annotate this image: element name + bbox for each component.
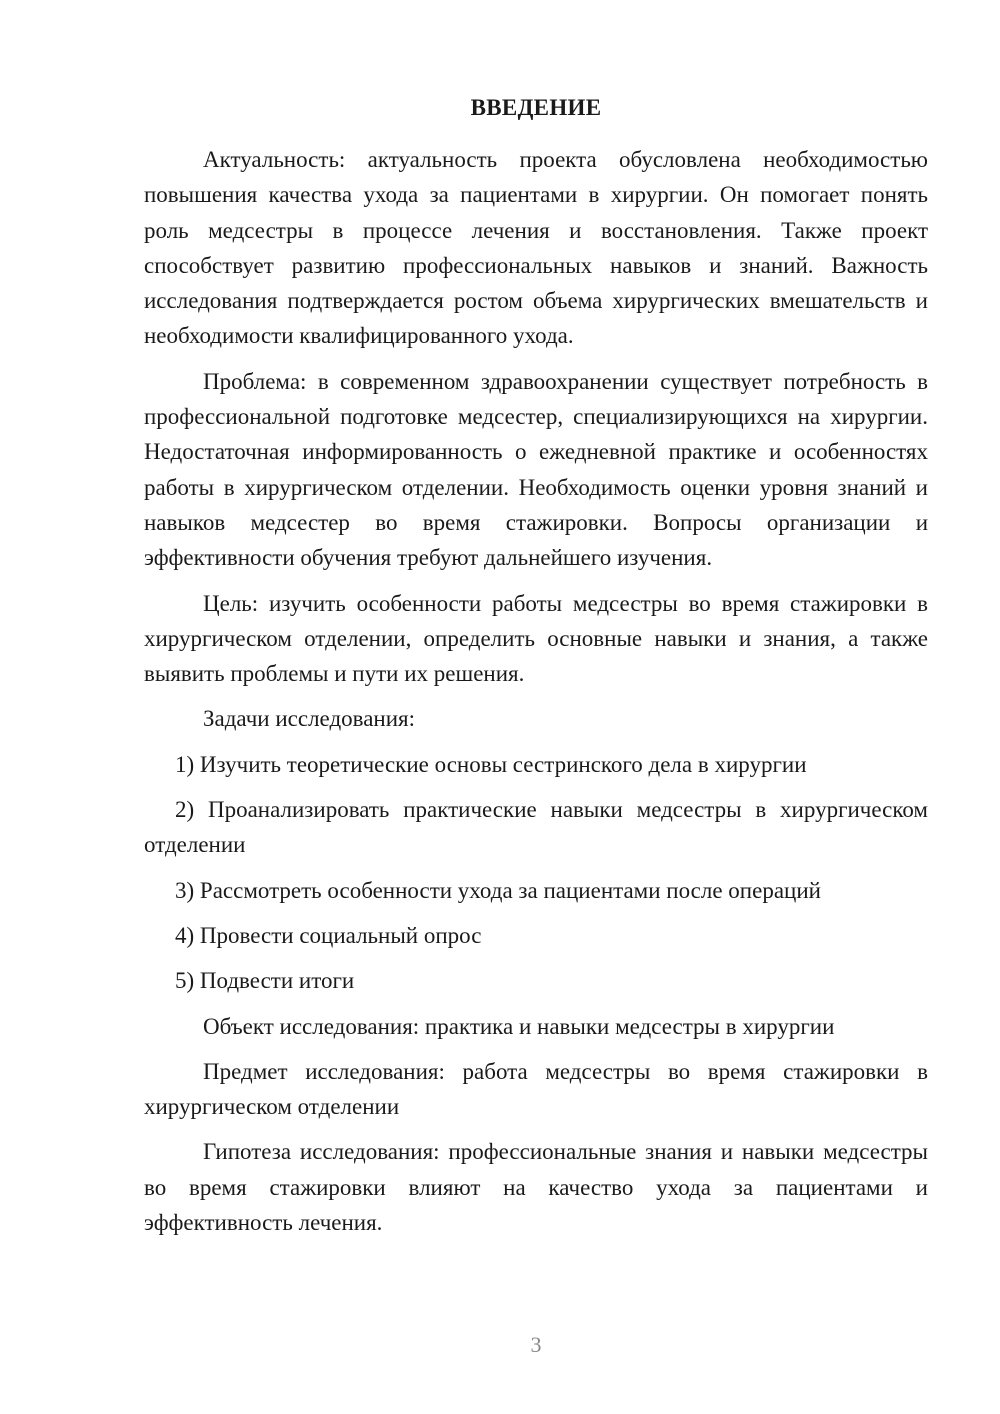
section-title: ВВЕДЕНИЕ xyxy=(470,95,602,120)
paragraph-problem: Проблема: в современном здравоохранении существует потребность в профессиональной подготовке медсестер, специализирующихся на хирургии. Недостаточная информированность о ежедневной практике и особенностях работы в хирургическом отделении. Необходимость оценки уровня знаний и навыков медсестер во время стажировки. Вопросы организации и эффективности обучения требуют дальнейшего изучения. xyxy=(144,368,928,571)
paragraph-object: Объект исследования: практика и навыки медсестры в хирургии xyxy=(203,1013,835,1039)
task-item-4: 4) Провести социальный опрос xyxy=(175,922,482,948)
page-number: 3 xyxy=(530,1332,542,1357)
task-item-5: 5) Подвести итоги xyxy=(175,968,355,994)
paragraph-relevance: Актуальность: актуальность проекта обусловлена необходимостью повышения качества ухода за пациентами в хирургии. Он помогает понять роль медсестры в процессе лечения и восстановления. Также проект способствует развитию профессиональных навыков и знаний. Важность исследования подтверждается ростом объема хирургических вмешательств и необходимости квалифицированного ухода. xyxy=(144,147,928,349)
paragraph-subject: Предмет исследования: работа медсестры во время стажировки в хирургическом отделении xyxy=(144,1058,928,1120)
task-item-1: 1) Изучить теоретические основы сестринского дела в хирургии xyxy=(175,751,807,777)
task-item-2: 2) Проанализировать практические навыки медсестры в хирургическом отделении xyxy=(144,797,928,858)
task-item-3: 3) Рассмотреть особенности ухода за пациентами после операций xyxy=(175,877,821,903)
document-body xyxy=(144,142,928,1250)
paragraph-hypothesis: Гипотеза исследования: профессиональные знания и навыки медсестры во время стажировки влияют на качество ухода за пациентами и эффективность лечения. xyxy=(144,1139,928,1236)
document-page xyxy=(144,0,928,1414)
paragraph-goal: Цель: изучить особенности работы медсестры во время стажировки в хирургическом отделении, определить основные навыки и знания, а также выявить проблемы и пути их решения. xyxy=(144,590,928,687)
paragraph-tasks-heading: Задачи исследования: xyxy=(203,706,416,732)
